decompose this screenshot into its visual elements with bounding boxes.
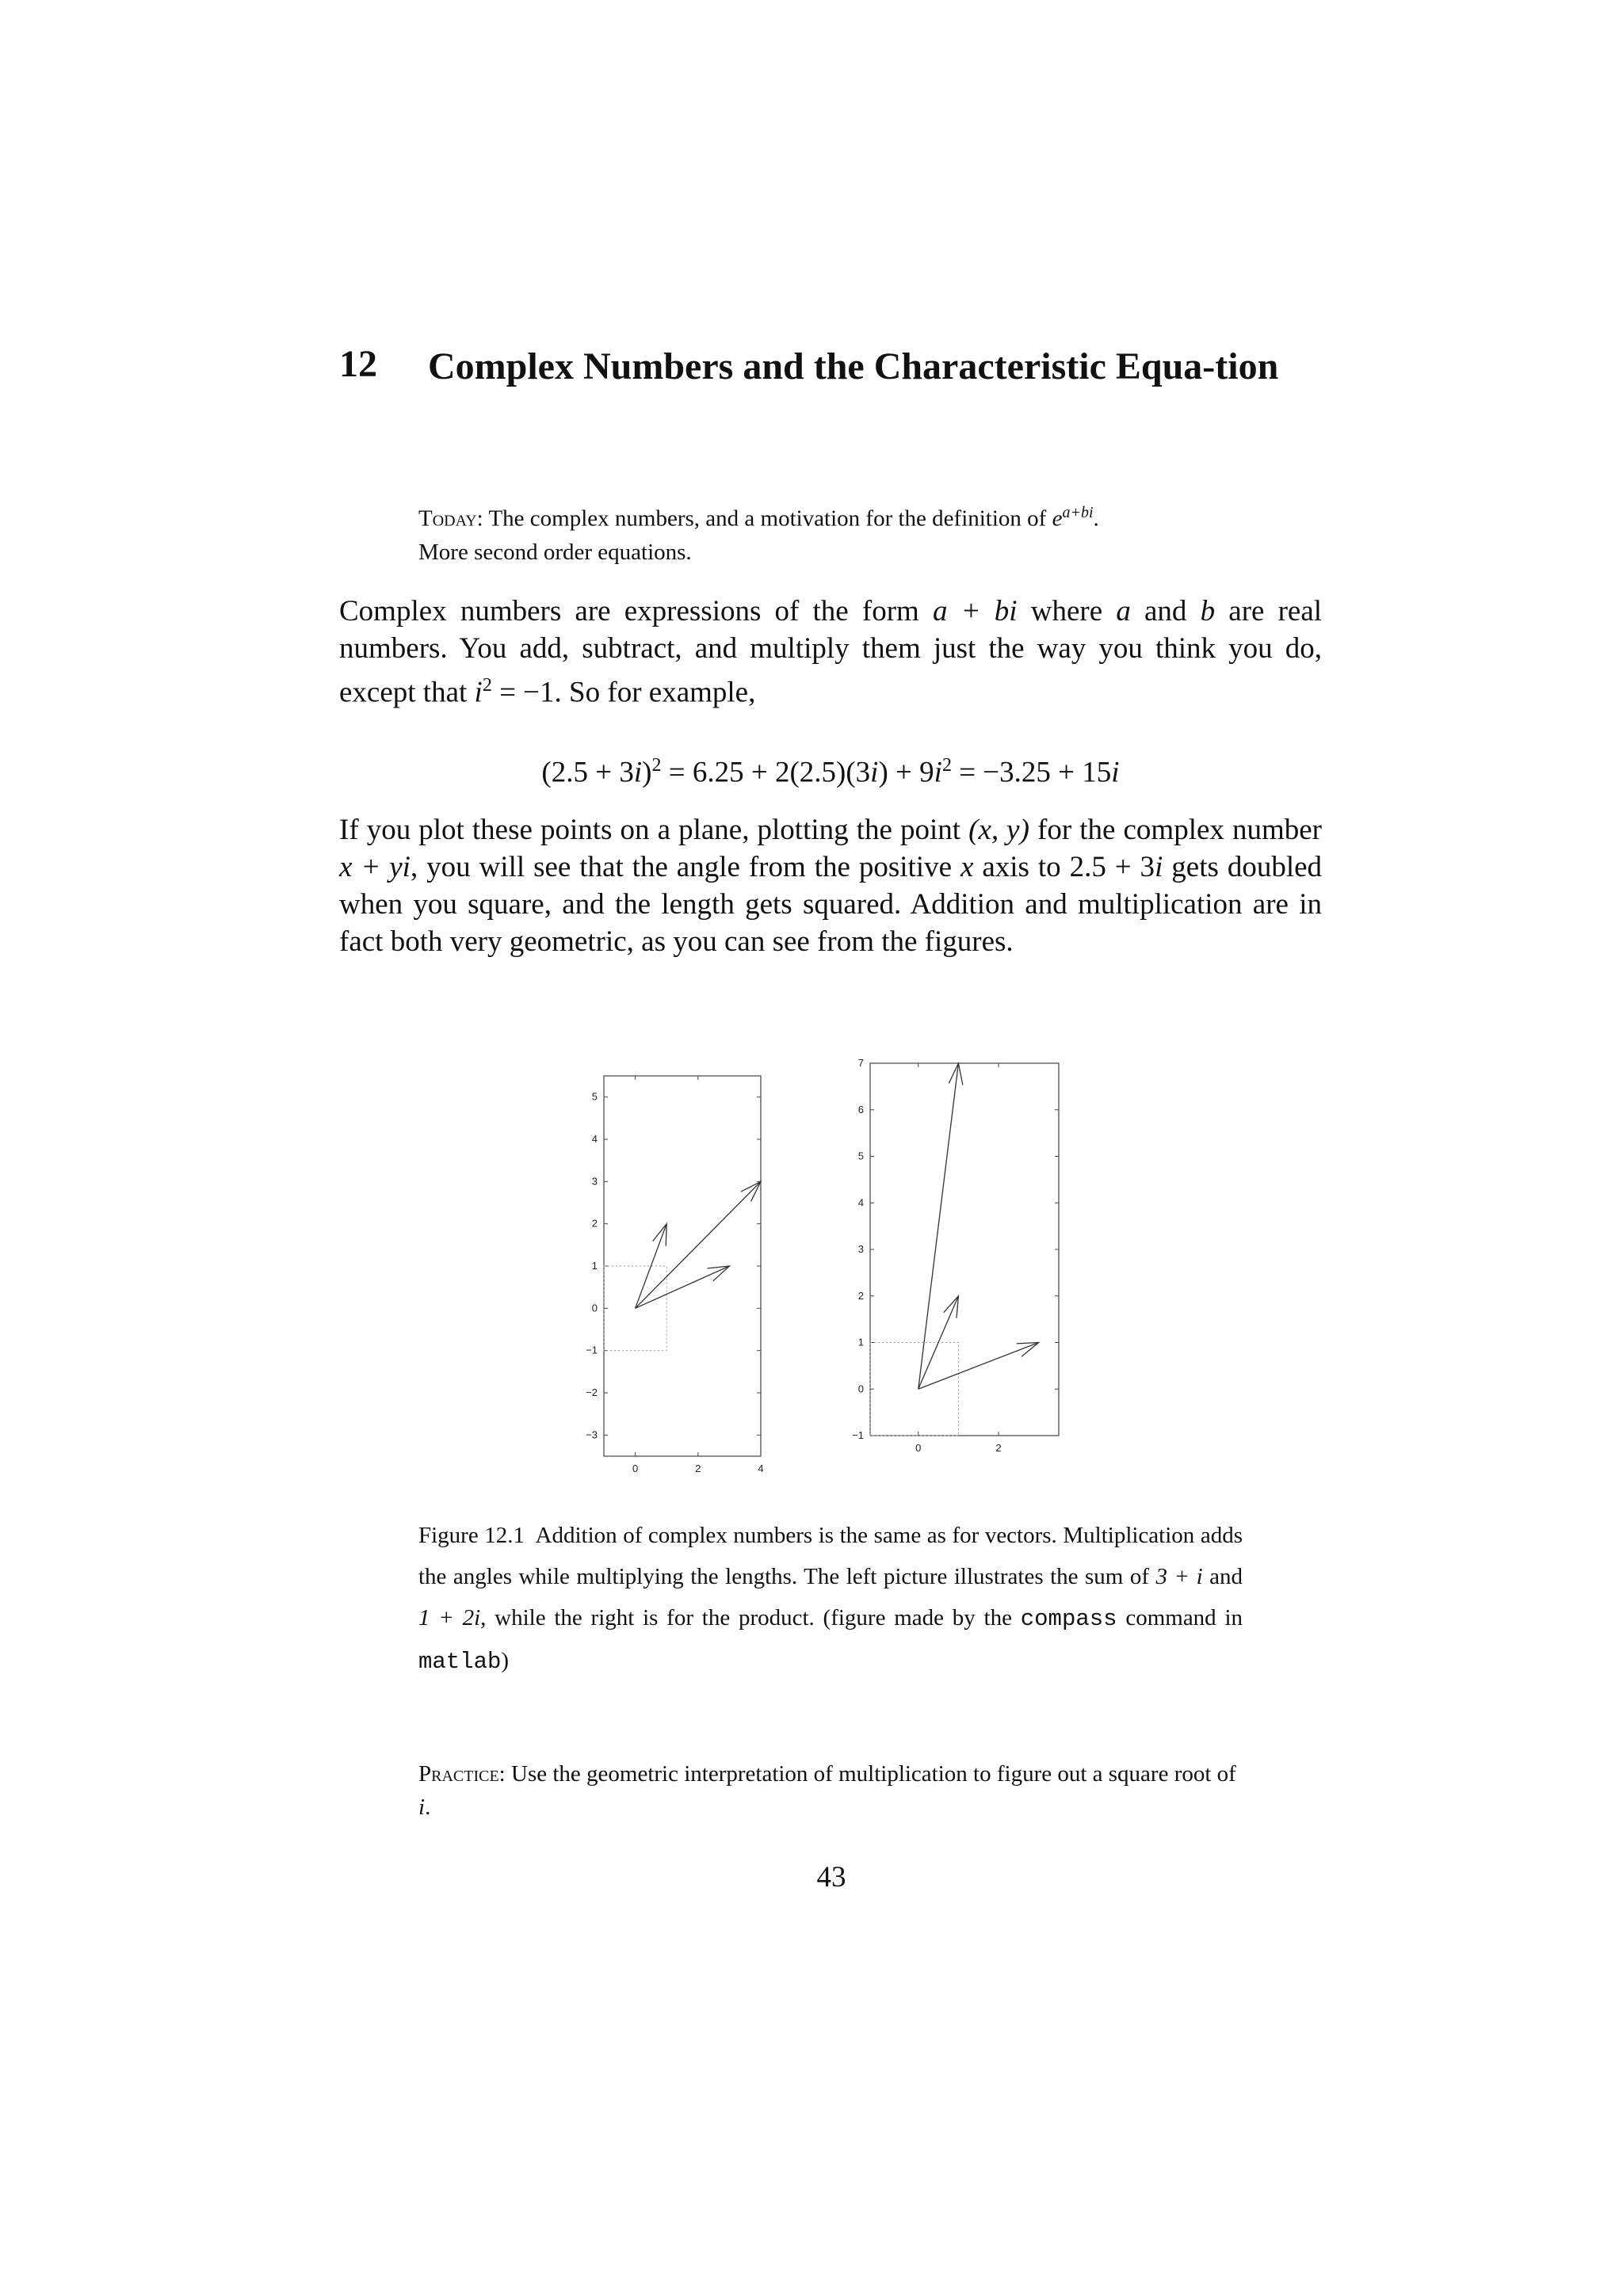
eq-i-2: i xyxy=(870,756,879,789)
y-tick-label: 2 xyxy=(591,1217,598,1230)
y-tick-label: 0 xyxy=(591,1302,598,1314)
eq-part-5: = −3.25 + 15 xyxy=(959,756,1112,789)
today-end: . xyxy=(1093,505,1099,532)
para2-text-1: If you plot these points on a plane, plotting the point xyxy=(339,814,961,846)
arrowhead xyxy=(708,1266,730,1281)
page-number: 43 xyxy=(816,1861,846,1894)
para2-text-3: , you will see that the angle from the positive xyxy=(410,851,953,883)
today-label: Today: xyxy=(418,505,483,532)
vector-3-i xyxy=(918,1343,1039,1390)
today-note xyxy=(418,496,1243,569)
x-tick-label: 0 xyxy=(632,1463,639,1474)
x-tick-label: 2 xyxy=(995,1442,1002,1454)
caption-math-1: 3 + i xyxy=(1155,1564,1203,1589)
eq-part-1: (2.5 + 3 xyxy=(541,756,634,789)
para2-text-5: gets doubled when you square, and the length gets squared. Addition and multiplication are in fact both very geometric, as you can see from the figures. xyxy=(339,851,1323,958)
practice-text: Use the geometric interpretation of multiplication to figure out a square root of xyxy=(511,1761,1236,1787)
para1-math-2: a xyxy=(1116,595,1131,627)
para2-text-4: axis to 2.5 + 3 xyxy=(982,851,1155,883)
vector-product-1-7i xyxy=(918,1063,959,1389)
caption-text-1: Addition of complex numbers is the same as for vectors. Multiplication adds the angles while multiplying the lengths. The left picture illustrates the sum of xyxy=(418,1523,1243,1589)
y-tick-label: 3 xyxy=(857,1243,864,1255)
eq-part-4: ) + 9 xyxy=(878,756,934,789)
dotted-guide xyxy=(870,1343,958,1436)
para2-math-2: x + yi xyxy=(339,851,411,883)
paragraph-intro xyxy=(339,593,1322,711)
section-number: 12 xyxy=(339,343,377,385)
para1-text-1: Complex numbers are expressions of the form xyxy=(339,595,919,627)
plot-frame xyxy=(870,1063,1059,1436)
practice-note xyxy=(418,1757,1243,1824)
x-tick-label: 4 xyxy=(758,1463,764,1474)
y-tick-label: 7 xyxy=(857,1057,864,1069)
figure-caption xyxy=(418,1515,1243,1683)
caption-label: Figure 12.1 xyxy=(418,1523,525,1548)
figure-12-1 xyxy=(555,1046,1094,1474)
para1-text-4: are real numbers. You add, subtract, and multiply them just the way you think you do, except that xyxy=(339,595,1323,709)
y-tick-label: −1 xyxy=(852,1429,864,1441)
caption-code-compass: compass xyxy=(1020,1606,1117,1632)
today-e: e xyxy=(1052,505,1063,532)
caption-text-3: , while the right is for the product. (figure made by the xyxy=(480,1605,1012,1630)
section-title: Complex Numbers and the Characteristic Equa-tion xyxy=(428,345,1279,387)
today-text: The complex numbers, and a motivation for the definition of xyxy=(488,505,1047,532)
y-tick-label: 4 xyxy=(591,1133,598,1145)
vector-sum-4-3i xyxy=(636,1181,761,1308)
eq-sup-2: 2 xyxy=(941,755,952,776)
y-tick-label: −3 xyxy=(586,1428,598,1441)
y-tick-label: 5 xyxy=(857,1150,864,1162)
para1-text-3: and xyxy=(1144,595,1187,627)
arrowhead xyxy=(944,1296,959,1318)
y-tick-label: 4 xyxy=(857,1196,864,1209)
para2-text-2: for the complex number xyxy=(1037,814,1322,846)
para1-math-4-sup: 2 xyxy=(482,675,492,696)
eq-sup-1: 2 xyxy=(651,755,662,776)
caption-text-4: command in xyxy=(1125,1605,1243,1630)
practice-math: i xyxy=(418,1794,426,1820)
caption-math-2: 1 + 2i xyxy=(418,1605,481,1630)
eq-part-3: = 6.25 + 2(2.5)(3 xyxy=(668,756,871,789)
y-tick-label: 1 xyxy=(591,1260,598,1272)
eq-i-1: i xyxy=(633,756,643,789)
today-exponent: a+bi xyxy=(1062,504,1094,521)
addition-compass-plot xyxy=(586,1076,763,1474)
y-tick-label: −1 xyxy=(586,1344,598,1356)
plot-frame xyxy=(604,1076,761,1456)
para1-math-1: a + bi xyxy=(933,595,1018,627)
para1-math-4: i xyxy=(474,676,483,709)
para1-math-3: b xyxy=(1200,595,1216,627)
y-tick-label: −2 xyxy=(586,1386,598,1398)
practice-end: . xyxy=(425,1794,431,1820)
vector-3-i xyxy=(636,1266,730,1308)
para1-text-5: = −1. So for example, xyxy=(499,676,756,709)
para2-math-3: x xyxy=(960,851,974,883)
para2-math-4: i xyxy=(1155,851,1163,883)
y-tick-label: 1 xyxy=(857,1336,864,1348)
eq-i-4: i xyxy=(1111,756,1120,789)
today-line2: More second order equations. xyxy=(418,539,692,565)
x-tick-label: 0 xyxy=(915,1442,922,1454)
y-tick-label: 5 xyxy=(591,1090,598,1103)
para2-math-1: (x, y) xyxy=(968,814,1029,846)
practice-label: Practice: xyxy=(418,1761,506,1787)
multiplication-compass-plot xyxy=(852,1057,1059,1454)
caption-code-matlab: matlab xyxy=(418,1649,502,1675)
display-equation xyxy=(339,755,1322,789)
eq-part-2: ) xyxy=(642,756,652,789)
paragraph-geometry xyxy=(339,811,1322,960)
x-tick-label: 2 xyxy=(695,1463,701,1474)
y-tick-label: 3 xyxy=(591,1175,598,1188)
y-tick-label: 6 xyxy=(857,1103,864,1116)
y-tick-label: 0 xyxy=(857,1383,864,1395)
para1-text-2: where xyxy=(1030,595,1103,627)
caption-text-5: ) xyxy=(501,1648,510,1673)
eq-i-3: i xyxy=(934,756,942,789)
caption-text-2: and xyxy=(1209,1564,1243,1589)
y-tick-label: 2 xyxy=(857,1289,864,1302)
